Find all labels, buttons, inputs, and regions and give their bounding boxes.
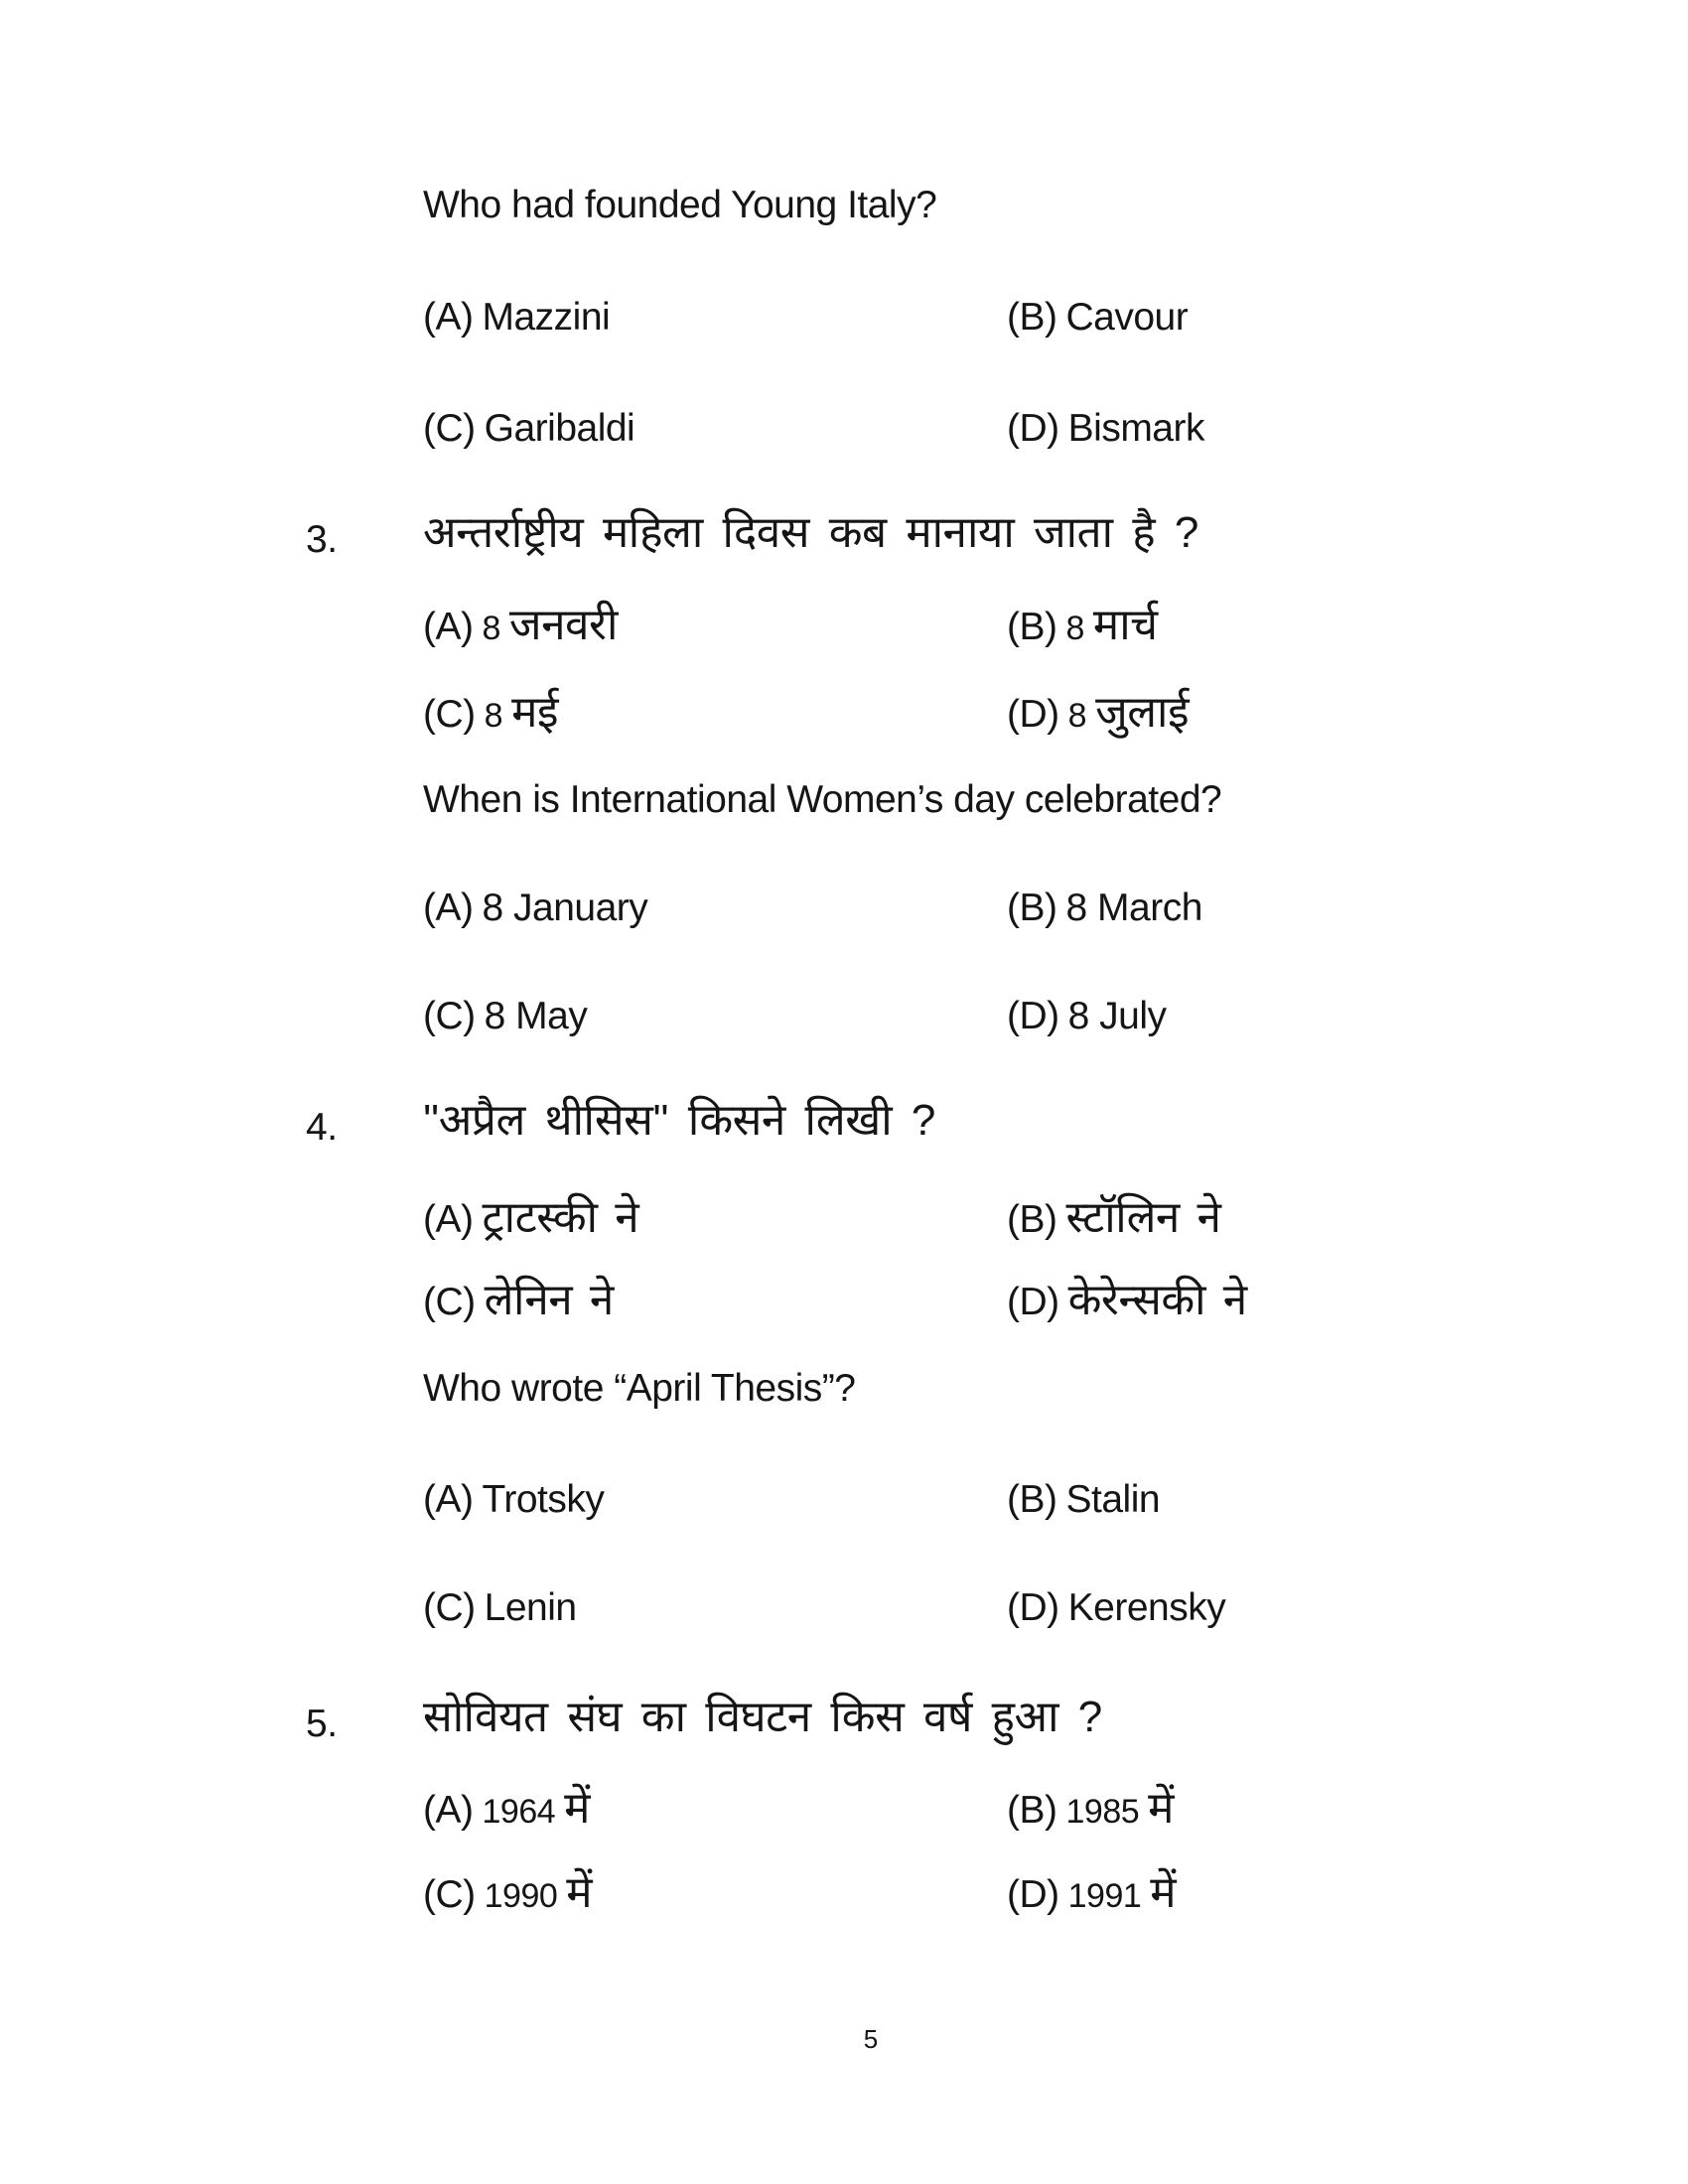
option-number: 1964: [482, 1793, 556, 1831]
question-stem-english: Who had founded Young Italy?: [423, 184, 937, 226]
option-b: [1007, 1190, 1220, 1248]
options-row: [0, 1273, 1688, 1328]
options-row: [0, 405, 1688, 461]
option-text: में: [1150, 1868, 1177, 1917]
option-a: [423, 1781, 590, 1840]
option-b: [1007, 1781, 1174, 1840]
question-stem-hindi: अन्तर्राष्ट्रीय महिला दिवस कब मानाया जाता है ?: [423, 508, 1198, 557]
option-text: 8 March: [1065, 887, 1202, 929]
option-text: 8 January: [482, 887, 648, 929]
option-c: [423, 1584, 577, 1632]
option-number: 1990: [484, 1877, 558, 1915]
options-row: [0, 294, 1688, 349]
option-c: [423, 1273, 614, 1330]
options-row: [0, 685, 1688, 741]
option-number: 8: [1067, 697, 1087, 735]
options-row: [0, 993, 1688, 1048]
options-row: [0, 1865, 1688, 1921]
option-a: [423, 294, 610, 341]
option-a: [423, 1190, 638, 1248]
option-label: (B): [1007, 1198, 1057, 1241]
option-text: Trotsky: [482, 1478, 605, 1521]
option-text: Stalin: [1065, 1478, 1161, 1521]
option-label: (C): [423, 1586, 476, 1629]
option-number: 8: [1065, 610, 1084, 647]
options-row: [0, 1584, 1688, 1640]
option-label: (D): [1007, 1281, 1059, 1323]
option-b: [1007, 885, 1202, 932]
option-label: (D): [1007, 1586, 1059, 1629]
option-a: [423, 885, 647, 932]
option-text: Mazzini: [482, 296, 611, 339]
option-d: [1007, 1584, 1225, 1632]
page-number: 5: [863, 2024, 879, 2054]
option-label: (A): [423, 1198, 474, 1241]
option-text: Lenin: [484, 1586, 577, 1629]
option-d: [1007, 405, 1204, 453]
option-label: (A): [423, 606, 474, 648]
option-label: (A): [423, 1789, 474, 1832]
option-text: स्टॉलिन ने: [1065, 1193, 1221, 1242]
option-text: लेनिन ने: [484, 1276, 614, 1324]
option-label: (C): [423, 1873, 476, 1916]
option-label: (D): [1007, 407, 1059, 450]
question-stem-english: Who wrote “April Thesis”?: [423, 1367, 856, 1410]
option-number: 8: [482, 610, 500, 647]
question-number: 3.: [306, 518, 338, 561]
option-label: (A): [423, 296, 474, 339]
option-label: (B): [1007, 606, 1057, 648]
option-label: (A): [423, 887, 474, 929]
option-label: (C): [423, 995, 476, 1037]
option-label: (B): [1007, 1789, 1057, 1832]
option-label: (B): [1007, 887, 1057, 929]
option-a: [423, 598, 618, 656]
option-text: में: [566, 1868, 593, 1917]
options-row: [0, 598, 1688, 653]
options-row: [0, 1781, 1688, 1837]
option-text: जुलाई: [1095, 688, 1190, 737]
option-text: 8 May: [484, 995, 588, 1037]
option-text: Kerensky: [1067, 1586, 1226, 1629]
option-d: [1007, 685, 1189, 744]
option-text: Bismark: [1067, 407, 1204, 450]
option-label: (D): [1007, 693, 1059, 736]
option-label: (C): [423, 693, 476, 736]
option-c: [423, 685, 558, 744]
options-row: [0, 1476, 1688, 1532]
option-text: में: [564, 1784, 590, 1833]
option-text: मई: [511, 688, 558, 737]
option-label: (A): [423, 1478, 474, 1521]
question-stem-hindi: ''अप्रैल थीसिस'' किसने लिखी ?: [423, 1096, 935, 1145]
question-stem-english: When is International Women’s day celebrated?: [423, 778, 1222, 821]
question-number: 4.: [306, 1106, 338, 1149]
options-row: [0, 1190, 1688, 1246]
option-text: मार्च: [1092, 601, 1158, 649]
option-text: Cavour: [1065, 296, 1189, 339]
option-d: [1007, 993, 1167, 1040]
options-row: [0, 885, 1688, 940]
option-c: [423, 405, 634, 453]
option-label: (B): [1007, 1478, 1057, 1521]
option-text: 8 July: [1067, 995, 1167, 1037]
option-d: [1007, 1273, 1247, 1330]
option-text: जनवरी: [508, 601, 618, 649]
option-text: में: [1148, 1784, 1174, 1833]
question-number: 5.: [306, 1703, 338, 1745]
option-text: ट्राटस्की ने: [482, 1193, 639, 1242]
question-stem-hindi: सोवियत संघ का विघटन किस वर्ष हुआ ?: [423, 1693, 1102, 1741]
option-number: 8: [484, 697, 503, 735]
option-b: [1007, 1476, 1160, 1524]
option-b: [1007, 598, 1158, 656]
option-a: [423, 1476, 604, 1524]
option-number: 1991: [1067, 1877, 1142, 1915]
option-text: केरेन्सकी ने: [1067, 1276, 1247, 1324]
option-label: (D): [1007, 1873, 1059, 1916]
option-c: [423, 993, 587, 1040]
option-label: (C): [423, 1281, 476, 1323]
option-text: Garibaldi: [484, 407, 635, 450]
option-number: 1985: [1065, 1793, 1140, 1831]
option-label: (C): [423, 407, 476, 450]
option-label: (D): [1007, 995, 1059, 1037]
option-d: [1007, 1865, 1176, 1924]
option-b: [1007, 294, 1188, 341]
option-label: (B): [1007, 296, 1057, 339]
option-c: [423, 1865, 592, 1924]
